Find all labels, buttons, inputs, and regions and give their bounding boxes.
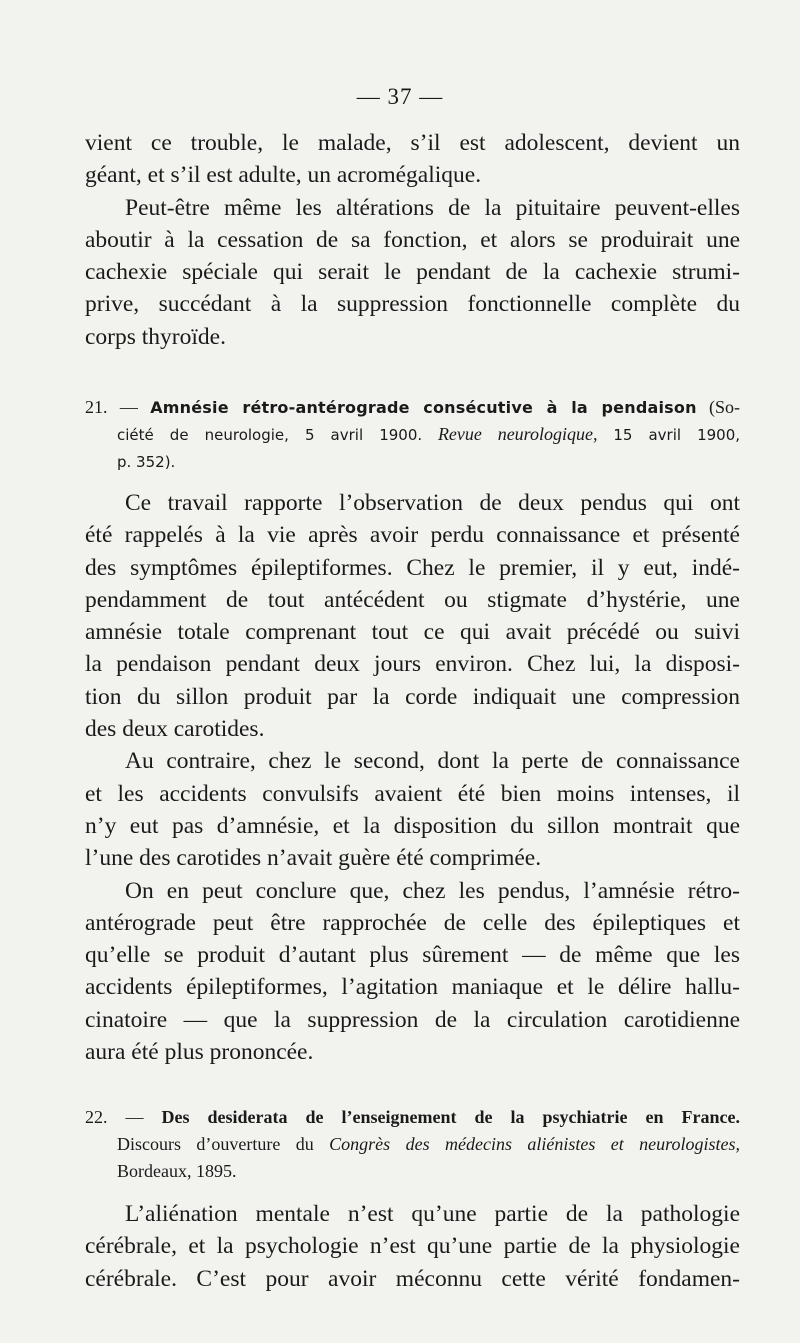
bibliography-entry-21 bbox=[85, 394, 740, 475]
text-line: aboutir à la cessation de sa fonction, et alors se produirait une bbox=[85, 226, 740, 253]
entry-page-ref bbox=[85, 448, 740, 475]
congress-name: Congrès des médecins aliénistes et neurologistes, bbox=[329, 1134, 740, 1154]
paragraph-pituitary bbox=[85, 127, 740, 353]
entry-citation-line bbox=[85, 1131, 740, 1158]
entry-title-line bbox=[85, 1104, 740, 1131]
text-line: Peut-être même les altérations de la pituitaire peuvent-elles bbox=[125, 194, 740, 221]
text-line: la pendaison pendant deux jours environ. Chez lui, la disposi- bbox=[85, 651, 740, 678]
text-line: tion du sillon produit par la corde indiquait une compression bbox=[85, 683, 740, 710]
journal-name: Revue neurologique, bbox=[437, 424, 598, 444]
text-line: accidents épileptiformes, l’agitation maniaque et le délire hallu- bbox=[85, 974, 740, 1001]
text-line: prive, succédant à la suppression fonctionnelle complète du bbox=[85, 291, 740, 318]
page-number: — 37 — bbox=[356, 84, 444, 109]
text-line: qu’elle se produit d’autant plus sûrement — de même que les bbox=[85, 942, 740, 969]
text-line: amnésie totale comprenant tout ce qui avait précédé ou suivi bbox=[85, 619, 740, 646]
entry-title: Des desiderata de l’enseignement de la psychiatrie en France. bbox=[161, 1107, 741, 1127]
entry-title: Amnésie rétro-antérograde consécutive à la pendaison bbox=[150, 398, 697, 417]
text-line: géant, et s’il est adulte, un acromégalique. bbox=[85, 162, 482, 189]
entry-ref: (So- bbox=[709, 397, 741, 417]
text-line: L’aliénation mentale n’est qu’une partie de la pathologie bbox=[125, 1201, 740, 1227]
text-line: et les accidents convulsifs avaient été bien moins intenses, il bbox=[85, 780, 740, 807]
text-line: aura été plus prononcée. bbox=[85, 1039, 314, 1066]
text-line: corps thyroïde. bbox=[85, 323, 226, 350]
text-line: cérébrale, et la psychologie n’est qu’une partie de la physiologie bbox=[85, 1233, 740, 1260]
text-line: Au contraire, chez le second, dont la perte de connaissance bbox=[125, 748, 740, 775]
entry-number: 22. — bbox=[85, 1107, 144, 1127]
entry-citation-line bbox=[85, 421, 740, 448]
place-date: Bordeaux, 1895. bbox=[117, 1161, 237, 1181]
entry-date: 15 avril 1900, bbox=[613, 426, 741, 444]
entry-title-line bbox=[85, 394, 740, 421]
paragraph-pendaison bbox=[85, 487, 740, 1068]
entry-citation: ciété de neurologie, 5 avril 1900. bbox=[117, 426, 423, 444]
bibliography-entry-22 bbox=[85, 1104, 740, 1185]
entry-place-date bbox=[85, 1158, 740, 1185]
text-line: cachexie spéciale qui serait le pendant de la cachexie strumi- bbox=[85, 259, 740, 286]
text-line: On en peut conclure que, chez les pendus, l’amnésie rétro- bbox=[125, 877, 740, 904]
text-line: pendamment de tout antécédent ou stigmate d’hystérie, une bbox=[85, 586, 740, 613]
entry-citation: Discours d’ouverture du bbox=[117, 1134, 314, 1154]
text-line: des symptômes épileptiformes. Chez le premier, il y eut, indé- bbox=[85, 554, 740, 581]
text-line: l’une des carotides n’avait guère été comprimée. bbox=[85, 845, 542, 872]
text-line: vient ce trouble, le malade, s’il est adolescent, devient un bbox=[85, 130, 740, 156]
text-line: des deux carotides. bbox=[85, 716, 265, 743]
page-reference: p. 352). bbox=[117, 453, 176, 471]
text-line: cinatoire — que la suppression de la circulation carotidienne bbox=[85, 1006, 740, 1033]
text-line: Ce travail rapporte l’observation de deux pendus qui ont bbox=[125, 490, 740, 516]
text-line: cérébrale. C’est pour avoir méconnu cette vérité fondamen- bbox=[85, 1265, 740, 1292]
text-line: été rappelés à la vie après avoir perdu connaissance et présenté bbox=[85, 522, 740, 549]
entry-number: 21. — bbox=[85, 397, 138, 417]
text-line: antérograde peut être rapprochée de celle des épileptiques et bbox=[85, 909, 740, 936]
paragraph-alienation bbox=[85, 1198, 740, 1295]
text-line: n’y eut pas d’amnésie, et la disposition du sillon montrait que bbox=[85, 812, 740, 839]
